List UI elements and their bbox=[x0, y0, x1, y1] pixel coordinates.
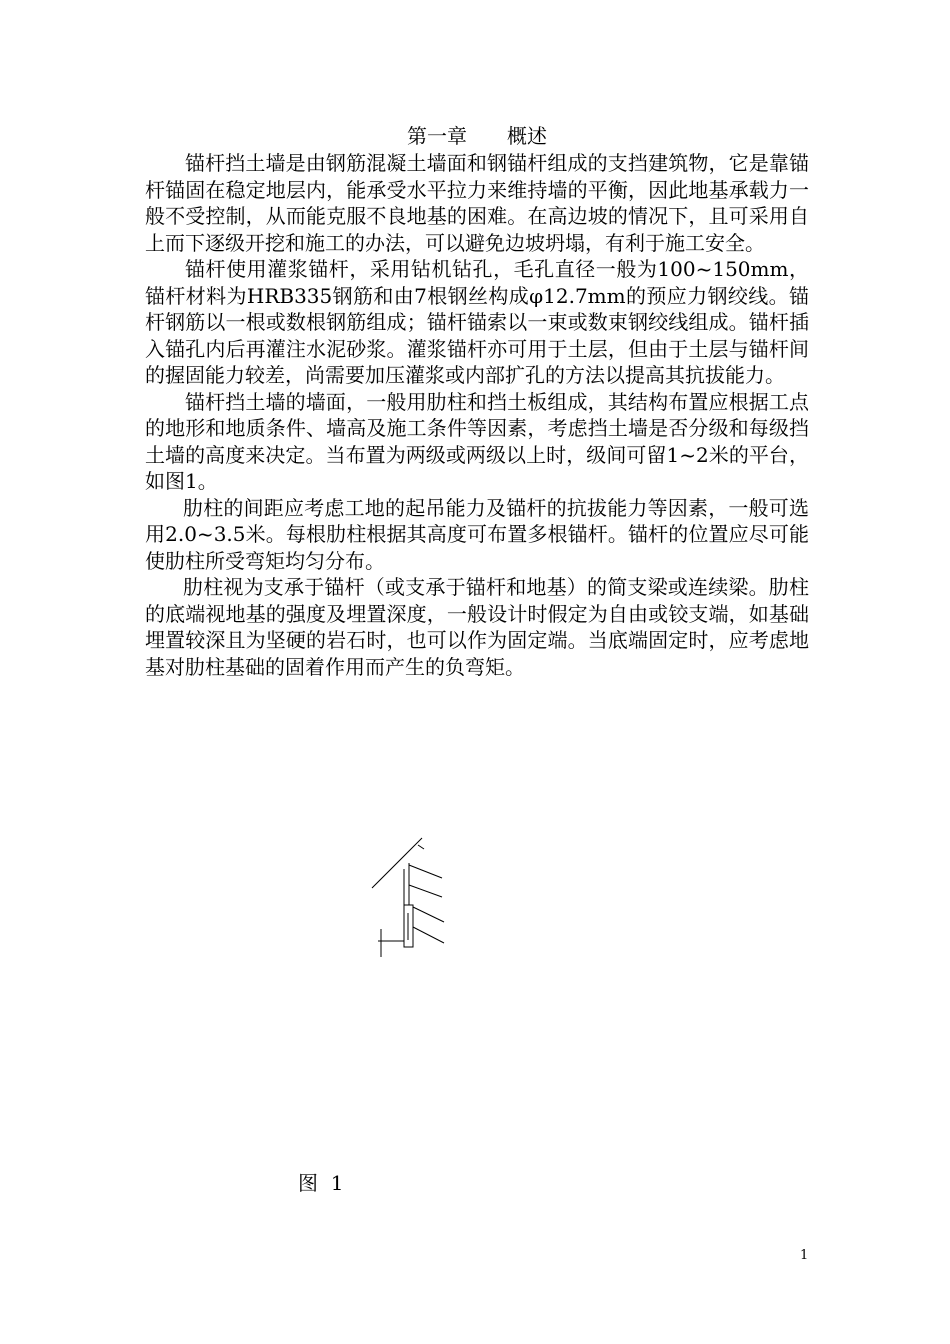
slope-line bbox=[372, 838, 422, 888]
figure-caption: 图 1 bbox=[298, 1171, 344, 1195]
page-number: 1 bbox=[800, 1248, 809, 1263]
chapter-title: 第一章 概述 bbox=[407, 124, 547, 148]
paragraph-1: 锚杆挡土墙是由钢筋混凝土墙面和钢锚杆组成的支挡建筑物，它是靠锚杆锚固在稳定地层内，能承受水平拉力来维持墙的平衡，因此地基承载力一般不受控制，从而能克服不良地基的困难。在高边坡的情况下，且可采用自上而下逐级开挖和施工的办法，可以避免边坡坍塌，有利于施工安全。 bbox=[145, 151, 809, 255]
paragraph-3: 锚杆挡土墙的墙面，一般用肋柱和挡土板组成，其结构布置应根据工点的地形和地质条件、墙高及施工条件等因素，考虑挡土墙是否分级和每级挡土墙的高度来决定。当布置为两级或两级以上时，级间可留1~2米的平台，如图1。 bbox=[145, 389, 809, 493]
anchor-upper-2 bbox=[409, 885, 442, 897]
document-body bbox=[145, 122, 809, 680]
anchor-upper-1 bbox=[409, 865, 442, 878]
paragraph-2: 锚杆使用灌浆锚杆，采用钻机钻孔，毛孔直径一般为100~150mm，锚杆材料为HRB335钢筋和由7根钢丝构成φ12.7mm的预应力钢绞线。锚杆钢筋以一根或数根钢筋组成；锚杆锚索以一束或数束钢绞线组成。锚杆插入锚孔内后再灌注水泥砂浆。灌浆锚杆亦可用于土层，但由于土层与锚杆间的握固能力较差，尚需要加压灌浆或内部扩孔的方法以提高其抗拔能力。 bbox=[145, 257, 809, 387]
retaining-wall-diagram bbox=[360, 835, 460, 965]
paragraph-4: 肋柱的间距应考虑工地的起吊能力及锚杆的抗拔能力等因素，一般可选用2.0~3.5米。每根肋柱根据其高度可布置多根锚杆。锚杆的位置应尽可能使肋柱所受弯矩均匀分布。 bbox=[145, 495, 809, 573]
anchor-lower-2 bbox=[413, 927, 444, 943]
anchor-lower-1 bbox=[413, 907, 444, 922]
slope-hatch bbox=[418, 845, 424, 849]
paragraph-5: 肋柱视为支承于锚杆（或支承于锚杆和地基）的简支梁或连续梁。肋柱的底端视地基的强度及埋置深度，一般设计时假定为自由或铰支端，如基础埋置较深且为坚硬的岩石时，也可以作为固定端。当底端固定时，应考虑地基对肋柱基础的固着作用而产生的负弯矩。 bbox=[145, 575, 809, 679]
